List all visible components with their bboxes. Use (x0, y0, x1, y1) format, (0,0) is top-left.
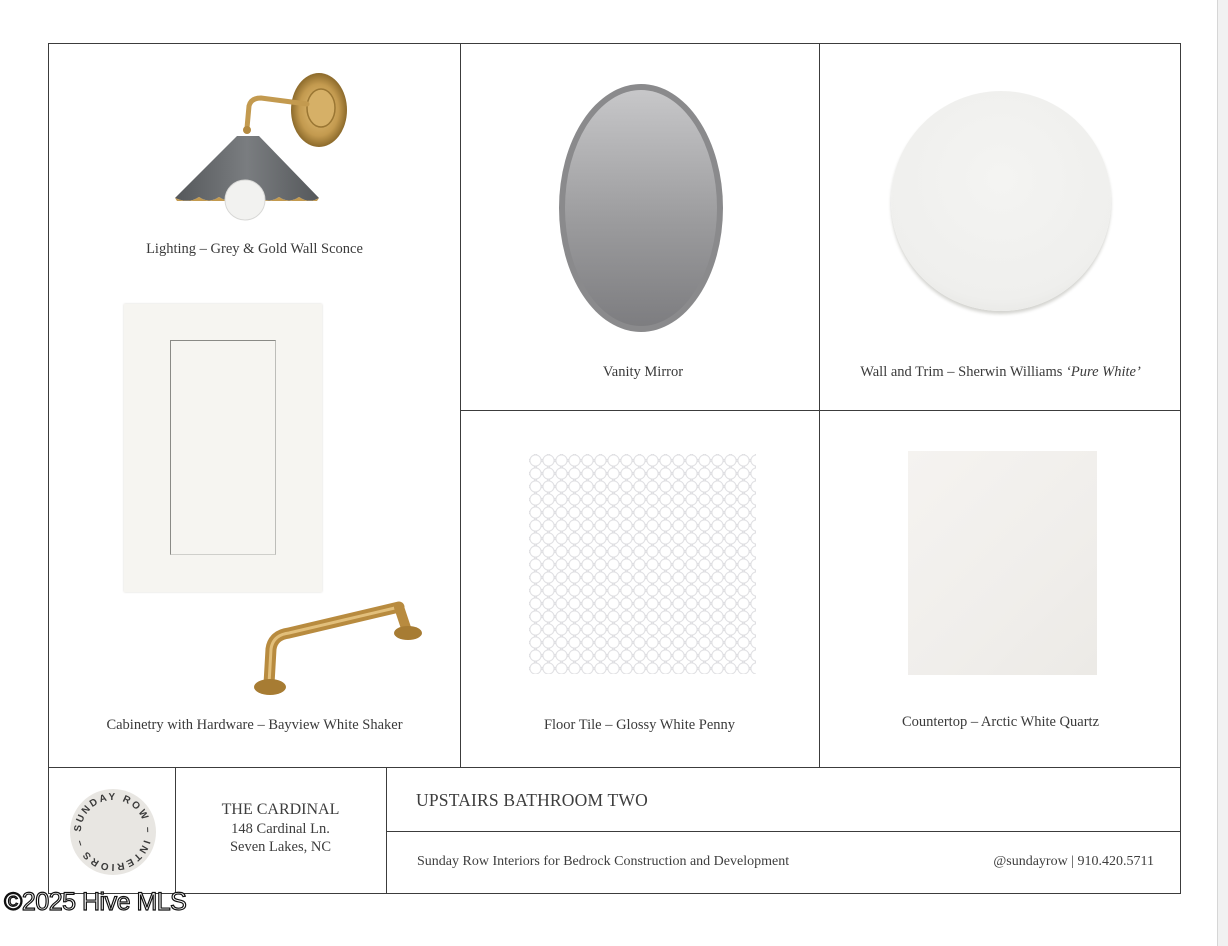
credit-line: Sunday Row Interiors for Bedrock Construction and Development (417, 854, 790, 869)
sunday-row-logo (68, 787, 158, 877)
floor-tile-caption: Floor Tile – Glossy White Penny (543, 717, 736, 733)
address-line1: 148 Cardinal Ln. (231, 821, 330, 837)
paint-caption (819, 364, 1182, 381)
paint-swatch-image (891, 91, 1111, 311)
project-name: THE CARDINAL (221, 801, 340, 818)
cabinetry-caption: Cabinetry with Hardware – Bayview White Shaker (106, 717, 403, 733)
room-title: UPSTAIRS BATHROOM TWO (416, 790, 648, 810)
countertop-caption: Countertop – Arctic White Quartz (901, 714, 1100, 730)
mood-board (48, 43, 1181, 894)
divider (386, 831, 1181, 832)
penny-tile-image (529, 454, 756, 674)
mls-watermark: ©2025 Hive MLS (4, 888, 187, 916)
vanity-mirror-image (557, 82, 725, 334)
logo-ring-text: SUNDAY ROW – INTERIORS – (72, 791, 154, 873)
divider (819, 44, 820, 767)
paint-caption-prefix: Wall and Trim – Sherwin Williams (860, 364, 1067, 380)
quartz-sample-image (908, 451, 1097, 675)
divider (49, 767, 1181, 768)
address-line2: Seven Lakes, NC (229, 839, 332, 855)
paint-color-name: ‘Pure White’ (1066, 364, 1141, 380)
divider (460, 410, 1181, 411)
instagram-handle[interactable]: @sundayrow (993, 854, 1068, 869)
lighting-caption: Lighting – Grey & Gold Wall Sconce (146, 241, 363, 257)
contact-separator: | (1071, 854, 1075, 869)
brass-pull-image (249, 599, 429, 699)
cabinet-door-panel (170, 340, 276, 555)
mirror-caption: Vanity Mirror (602, 364, 684, 380)
contact-line (993, 854, 1154, 870)
wall-sconce-image (169, 70, 354, 222)
divider (460, 44, 461, 767)
page-scrollbar[interactable] (1217, 0, 1228, 946)
phone-number[interactable]: 910.420.5711 (1077, 854, 1154, 869)
cabinet-door-image (124, 304, 322, 592)
